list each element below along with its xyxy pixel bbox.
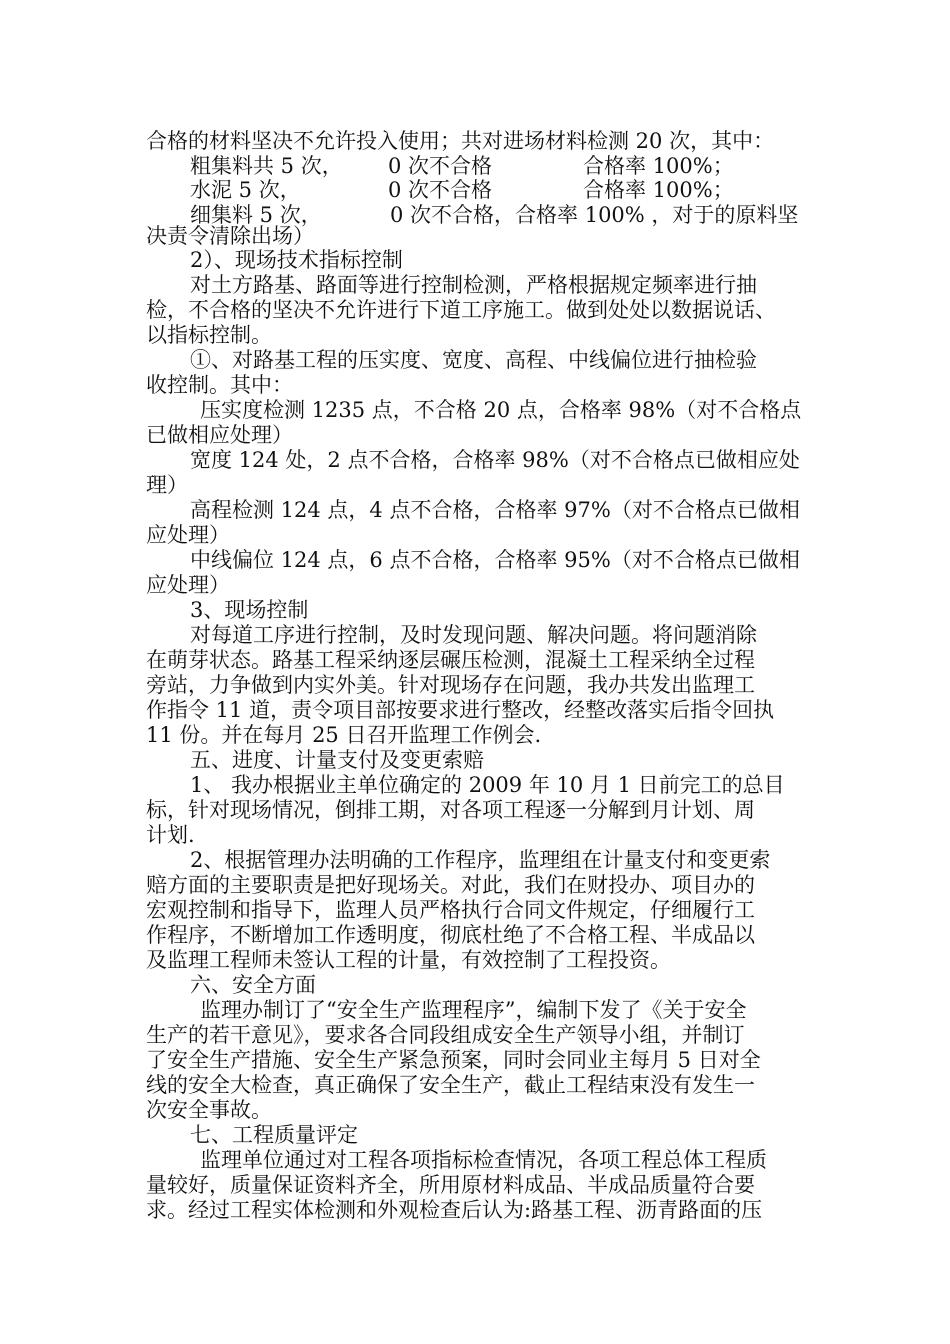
- paragraph-line: 次安全事故。: [146, 1098, 272, 1122]
- material-name: 细集料 5 次，: [190, 203, 322, 227]
- paragraph-line: 旁站，力争做到内实外美。针对现场存在问题，我办共发出监理工: [146, 673, 755, 697]
- paragraph-line: 量较好，质量保证资料齐全，所用原材料成品、半成品质量符合要: [146, 1173, 755, 1197]
- material-name: 粗集料共 5 次，: [190, 154, 343, 178]
- paragraph-line: 标，针对现场情况，倒排工期，对各项工程逐一分解到月计划、周: [146, 798, 755, 822]
- material-rate: 合格率 100%；: [583, 178, 734, 202]
- material-rate: 合格率 100%；: [583, 154, 734, 178]
- paragraph-line: 赔方面的主要职责是把好现场关。对此，我们在财投办、项目办的: [146, 873, 755, 897]
- paragraph-line: 了安全生产措施、安全生产紧急预案，同时会同业主每月 5 日对全: [146, 1048, 761, 1072]
- paragraph-line: 应处理）: [146, 523, 230, 547]
- paragraph-line: 计划.: [146, 823, 195, 847]
- paragraph-line: 收控制。其中：: [146, 373, 293, 397]
- material-fail: 0 次不合格，合格率 100% ，对于的原料坚: [390, 203, 799, 227]
- paragraph-line: 监理单位通过对工程各项指标检查情况，各项工程总体工程质: [200, 1148, 767, 1172]
- paragraph-line: 对每道工序进行控制，及时发现问题、解决问题。将问题消除: [190, 623, 757, 647]
- paragraph-line: 监理办制订了“安全生产监理程序”，编制下发了《关于安全: [200, 998, 747, 1022]
- paragraph-line: 作指令 11 道，责令项目部按要求进行整改，经整改落实后指令回执: [146, 698, 775, 722]
- paragraph-line: 中线偏位 124 点，6 点不合格，合格率 95%（对不合格点已做相: [190, 548, 800, 572]
- paragraph-line: 决责令清除出场）: [146, 224, 314, 248]
- section-heading: 六、安全方面: [190, 973, 316, 997]
- paragraph-line: 11 份。并在每月 25 日召开监理工作例会.: [146, 723, 542, 747]
- paragraph-line: 应处理）: [146, 573, 230, 597]
- paragraph-line: 对土方路基、路面等进行控制检测，严格根据规定频率进行抽: [190, 273, 757, 297]
- paragraph-line: 宽度 124 处，2 点不合格，合格率 98%（对不合格点已做相应处: [190, 448, 800, 472]
- paragraph-line: 1、 我办根据业主单位确定的 2009 年 10 月 1 日前完工的总目: [190, 773, 785, 797]
- paragraph-line: 压实度检测 1235 点，不合格 20 点，合格率 98%（对不合格点: [200, 398, 802, 422]
- paragraph-line: 及监理工程师未签认工程的计量，有效控制了工程投资。: [146, 948, 671, 972]
- paragraph-line: 宏观控制和指导下，监理人员严格执行合同文件规定，仔细履行工: [146, 898, 755, 922]
- section-heading: 七、工程质量评定: [190, 1123, 358, 1147]
- material-fail: 0 次不合格: [388, 154, 493, 178]
- paragraph-line: 2、根据管理办法明确的工作程序，监理组在计量支付和变更索: [190, 848, 771, 872]
- paragraph-line: 高程检测 124 点，4 点不合格，合格率 97%（对不合格点已做相: [190, 498, 800, 522]
- paragraph-line: 作程序，不断增加工作透明度，彻底杜绝了不合格工程、半成品以: [146, 923, 755, 947]
- paragraph-line: 理）: [146, 473, 188, 497]
- section-heading: 3、现场控制: [190, 598, 309, 622]
- paragraph-line: 合格的材料坚决不允许投入使用；共对进场材料检测 20 次，其中：: [146, 129, 775, 153]
- paragraph-line: 在萌芽状态。路基工程采纳逐层碾压检测，混凝土工程采纳全过程: [146, 648, 755, 672]
- paragraph-line: 已做相应处理）: [146, 423, 293, 447]
- paragraph-line: 以指标控制。: [146, 323, 272, 347]
- paragraph-line: 生产的若干意见》，要求各合同段组成安全生产领导小组，并制订: [146, 1023, 745, 1047]
- section-heading: 五、进度、计量支付及变更索赔: [190, 748, 484, 772]
- section-heading: 2）、现场技术指标控制: [190, 248, 403, 272]
- material-name: 水泥 5 次，: [190, 178, 301, 202]
- paragraph-line: 求。经过工程实体检测和外观检查后认为:路基工程、沥青路面的压: [146, 1198, 763, 1222]
- material-fail: 0 次不合格: [388, 178, 493, 202]
- paragraph-line: 线的安全大检查，真正确保了安全生产，截止工程结束没有发生一: [146, 1073, 755, 1097]
- paragraph-line: 检，不合格的坚决不允许进行下道工序施工。做到处处以数据说话、: [146, 298, 776, 322]
- paragraph-line: ①、对路基工程的压实度、宽度、高程、中线偏位进行抽检验: [190, 348, 757, 372]
